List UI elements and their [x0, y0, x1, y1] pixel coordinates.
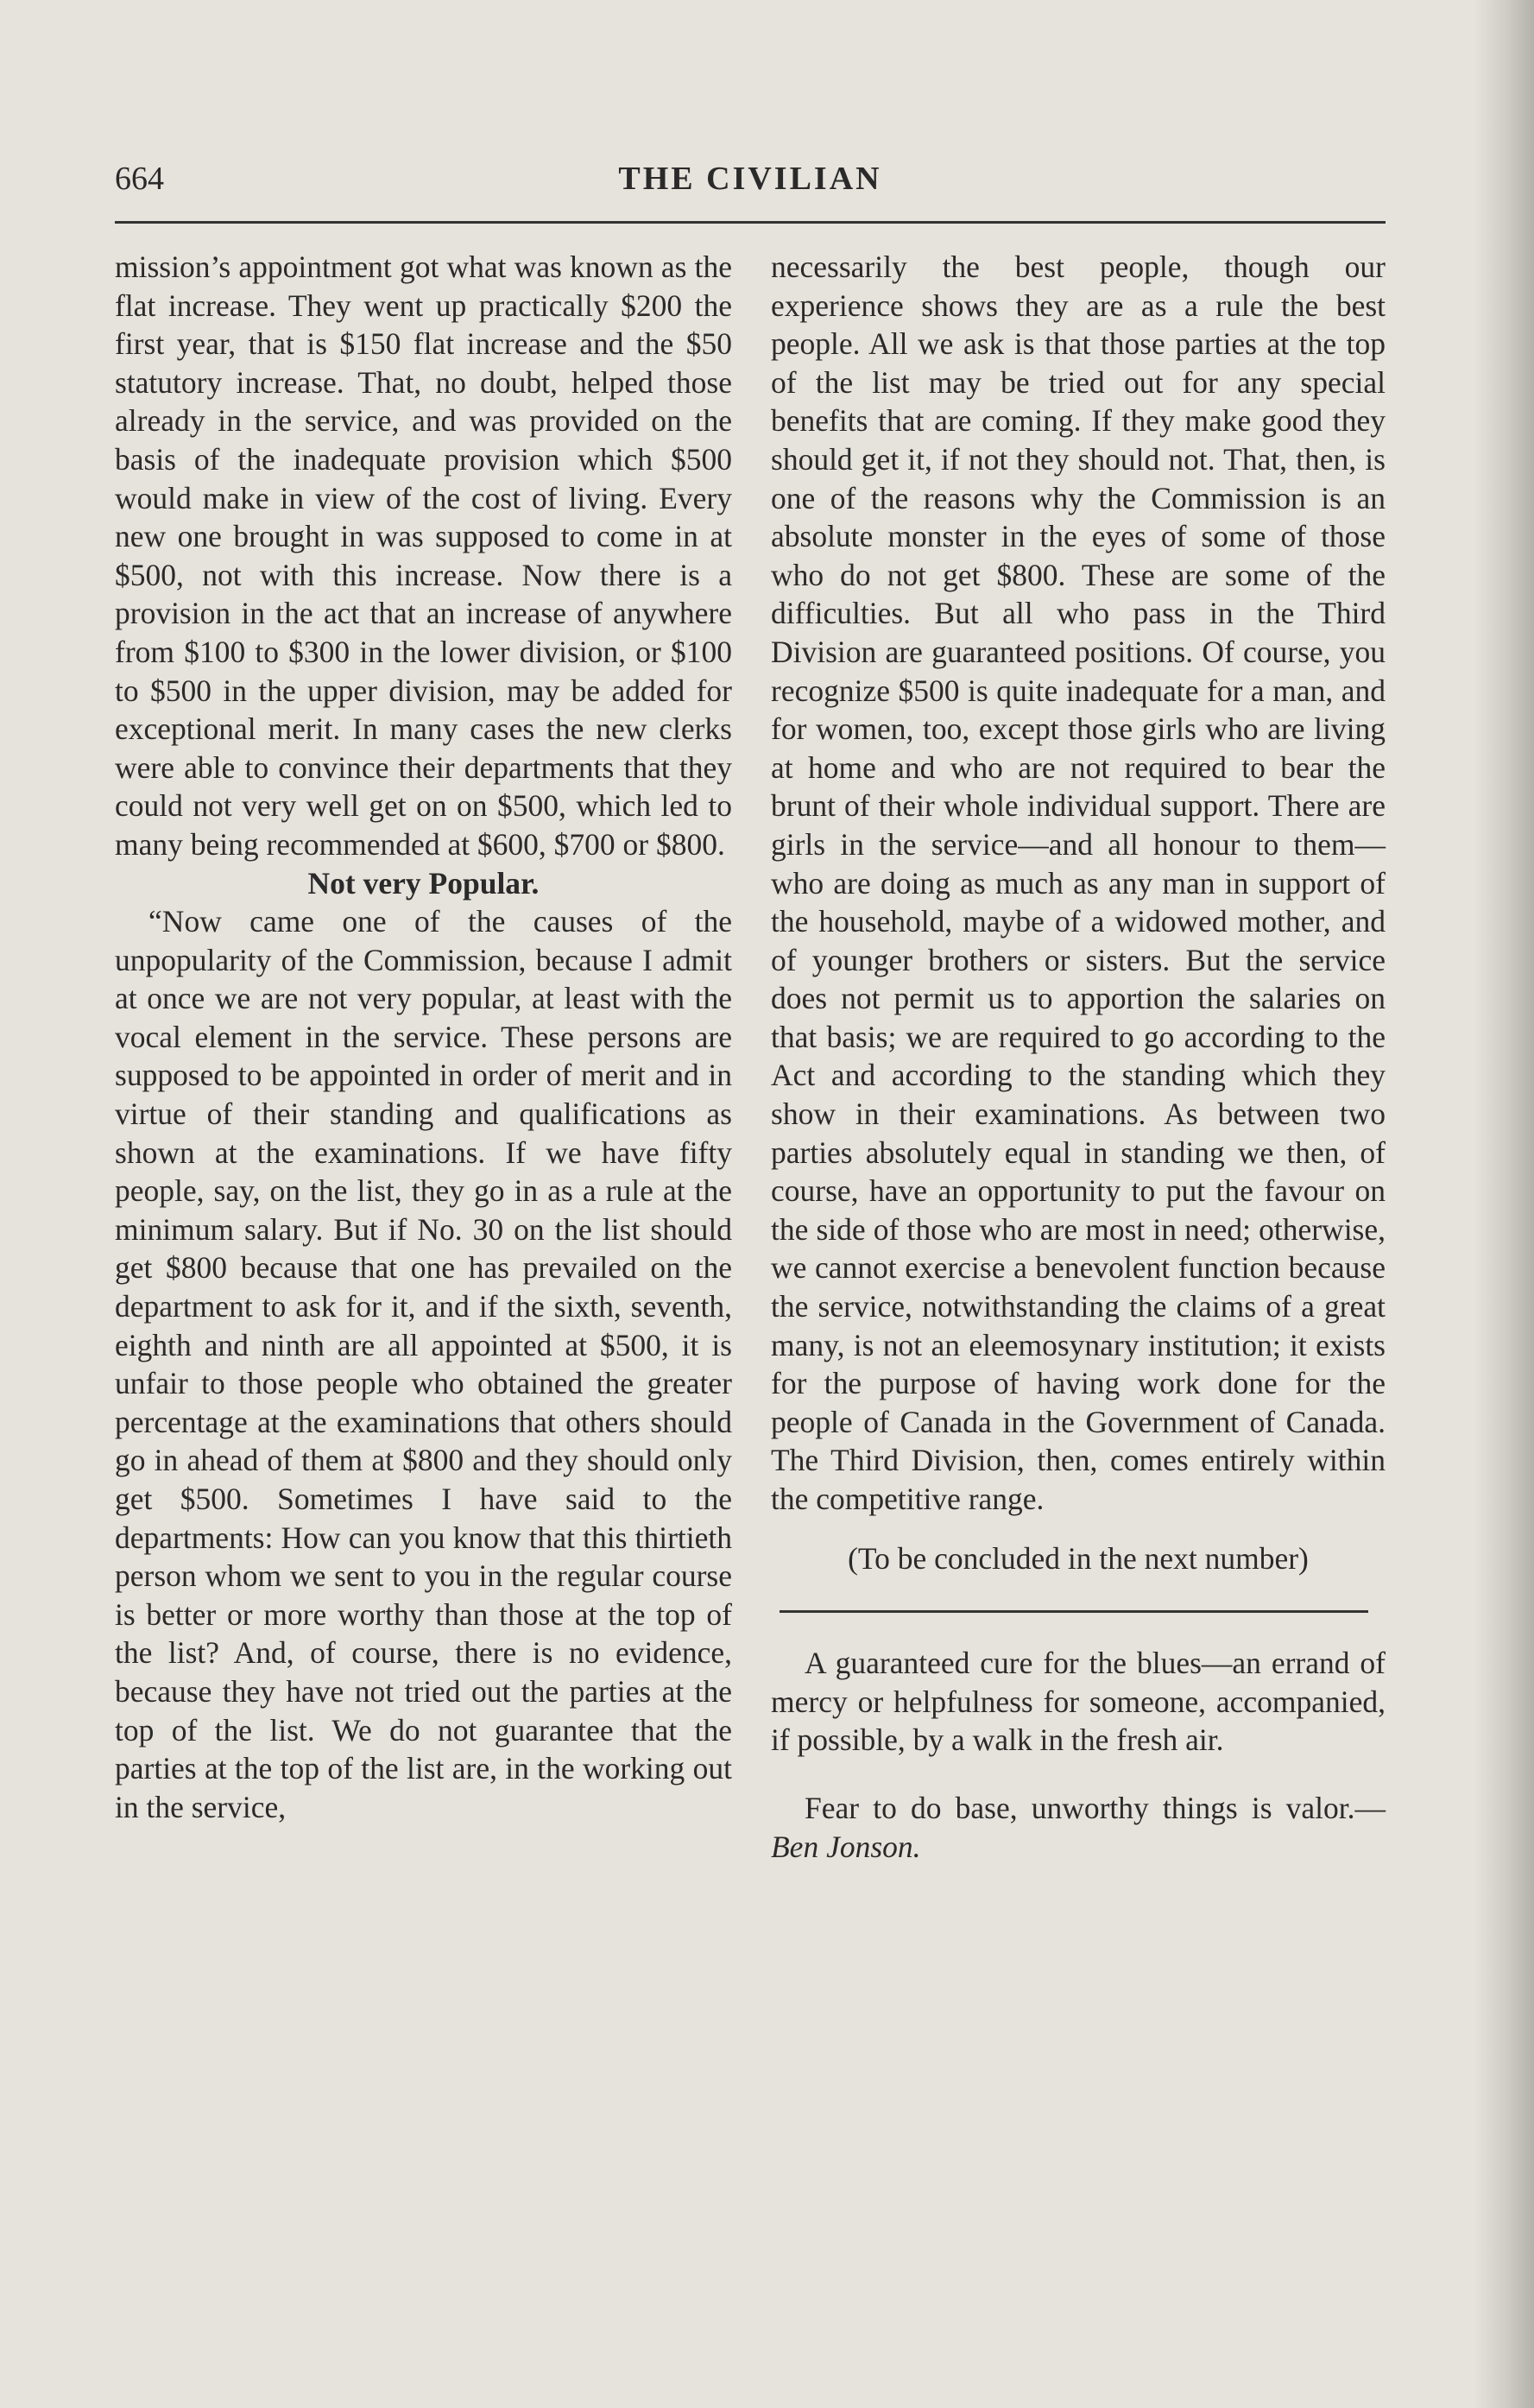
right-column — [771, 248, 1386, 1866]
filler-paragraph-1: A guaranteed cure for the blues—an errand of mercy or helpfulness for someone, accompanied, if possible, by a walk in the fresh air. — [771, 1646, 1386, 1758]
right-paragraph-1: necessarily the best people, though our experience shows they are as a rule the best people. All we ask is that those parties at the top of the list may be tried out for any special benefits that are coming. If they make good they should get it, if not they should not. That, then, is one of the reasons why the Commission is an absolute monster in the eyes of some of those who do not get $800. These are some of the difficulties. But all who pass in the Third Division are guaranteed positions. Of course, you recognize $500 is quite inadequate for a man, and for women, too, except those girls who are living at home and who are not required to bear the brunt of their whole individual support. There are girls in the service—and all honour to them—who are doing as much as any man in support of the household, maybe of a widowed mother, and of younger brothers or sisters. But the service does not permit us to apportion the salaries on that basis; we are required to go according to the Act and according to the standing which they show in their examinations. As between two parties absolutely equal in standing we then, of course, have an opportunity to put the favour on the side of those who are most in need; otherwise, we cannot exercise a benevolent function because the service, notwithstanding the claims of a great many, is not an eleemosynary institution; it exists for the purpose of having work done for the people of Canada in the Government of Canada. The Third Division, then, comes entirely within the competitive range. — [771, 250, 1386, 1516]
page-number: 664 — [115, 161, 164, 197]
left-paragraph-2: “Now came one of the causes of the unpopularity of the Commission, because I admit at once we are not very popular, at least with the vocal element in the service. These persons are supposed to be appointed in order of merit and in virtue of their standing and qualifications as shown at the examinations. If we have fifty people, say, on the list, they go in as a rule at the minimum salary. But if No. 30 on the list should get $800 because that one has prevailed on the department to ask for it, and if the sixth, seventh, eighth and ninth are all appointed at $500, it is unfair to those people who obtained the greater percentage at the examinations that others should go in ahead of them at $800 and they should only get $500. Sometimes I have said to the departments: How can you know that this thirtieth person whom we sent to you in the regular course is better or more worthy than those at the top of the list? And, of course, there is no evidence, because they have not tried out the parties at the top of the list. We do not guarantee that the parties at the top of the list are, in the working out in the service, — [115, 904, 732, 1824]
page-edge-shadow — [1474, 0, 1534, 2408]
column-rule — [780, 1610, 1368, 1613]
filler-spacer — [771, 1760, 1386, 1789]
left-column — [115, 248, 732, 1826]
running-title: THE CIVILIAN — [618, 161, 882, 197]
filler-quote: Fear to do base, unworthy things is valor.— — [805, 1790, 1386, 1825]
header-rule — [115, 221, 1386, 224]
filler-paragraph-2 — [771, 1789, 1386, 1866]
left-paragraph-1: mission’s appointment got what was known as the flat increase. They went up practically $200 the first year, that is $150 flat increase and the $50 statutory increase. That, no doubt, helped those already in the service, and was provided on the basis of the inadequate provision which $500 would make in view of the cost of living. Every new one brought in was supposed to come in at $500, not with this increase. Now there is a provision in the act that an increase of anywhere from $100 to $300 in the lower division, or $100 to $500 in the upper division, may be added for exceptional merit. In many cases the new clerks were able to convince their departments that they could not very well get on on $500, which led to many being recommended at $600, $700 or $800. — [115, 250, 732, 862]
continued-note: (To be concluded in the next number) — [848, 1540, 1309, 1576]
section-subheading: Not very Popular. — [307, 865, 540, 901]
filler-attribution: Ben Jonson. — [771, 1829, 921, 1864]
page-header — [115, 160, 1386, 203]
